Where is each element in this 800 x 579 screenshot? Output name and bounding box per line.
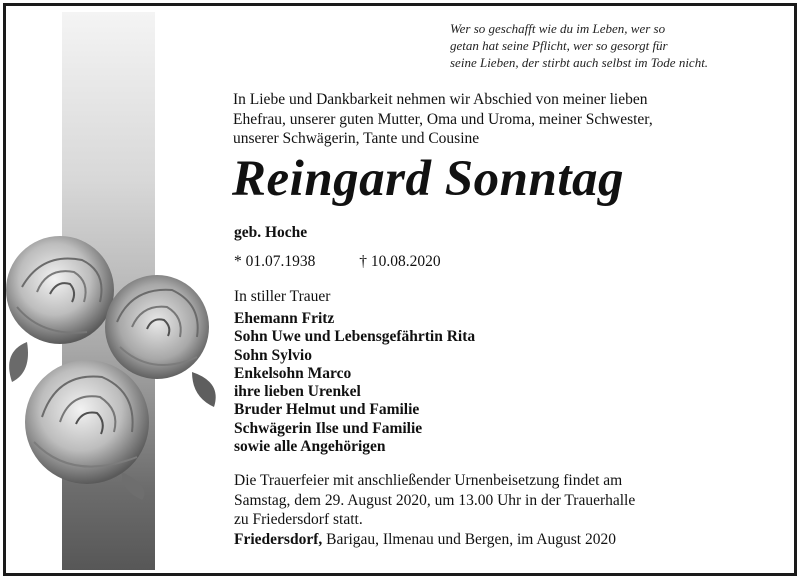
funeral-info [234, 471, 635, 530]
mourning-heading: In stiller Trauer [234, 288, 331, 305]
mourner-item: Bruder Helmut und Familie [234, 401, 420, 419]
place-date-line [234, 531, 616, 549]
intro-line: In Liebe und Dankbarkeit nehmen wir Abschied von meiner lieben [233, 91, 648, 108]
intro-line: unserer Schwägerin, Tante und Cousine [233, 130, 480, 147]
intro-line: Ehefrau, unserer guten Mutter, Oma und Uroma, meiner Schwester, [233, 110, 653, 128]
quote-line: Wer so geschafft wie du im Leben, wer so [450, 21, 666, 36]
mourner-item: Enkelsohn Marco [234, 364, 352, 382]
place-name: Friedersdorf, [234, 531, 323, 548]
quote-line: getan hat seine Pflicht, wer so gesorgt für [450, 38, 668, 53]
mourner-item: sowie alle Angehörigen [234, 438, 386, 456]
funeral-line: Die Trauerfeier mit anschließender Urnenbeisetzung findet am [234, 472, 623, 489]
funeral-line: Samstag, dem 29. August 2020, um 13.00 Uhr in der Trauerhalle [234, 491, 636, 509]
poem-quote [450, 20, 780, 71]
death-date: † 10.08.2020 [359, 253, 441, 270]
mourners-list [234, 310, 475, 456]
mourner-item: Schwägerin Ilse und Familie [234, 419, 423, 437]
place-rest: Barigau, Ilmenau und Bergen, im August 2020 [322, 531, 616, 548]
deceased-name: Reingard Sonntag [232, 151, 625, 207]
mourner-item: Sohn Uwe und Lebensgefährtin Rita [234, 328, 476, 346]
maiden-name: geb. Hoche [234, 224, 308, 241]
birth-date: * 01.07.1938 [234, 253, 316, 270]
roses-image [2, 232, 222, 502]
intro-text [233, 90, 733, 149]
mourner-item: ihre lieben Urenkel [234, 383, 361, 401]
funeral-line: zu Friedersdorf statt. [234, 511, 363, 528]
quote-line: seine Lieben, der stirbt auch selbst im Tode nicht. [450, 55, 709, 70]
mourner-item: Sohn Sylvio [234, 346, 312, 364]
life-dates [234, 253, 441, 271]
mourner-item: Ehemann Fritz [234, 310, 335, 327]
